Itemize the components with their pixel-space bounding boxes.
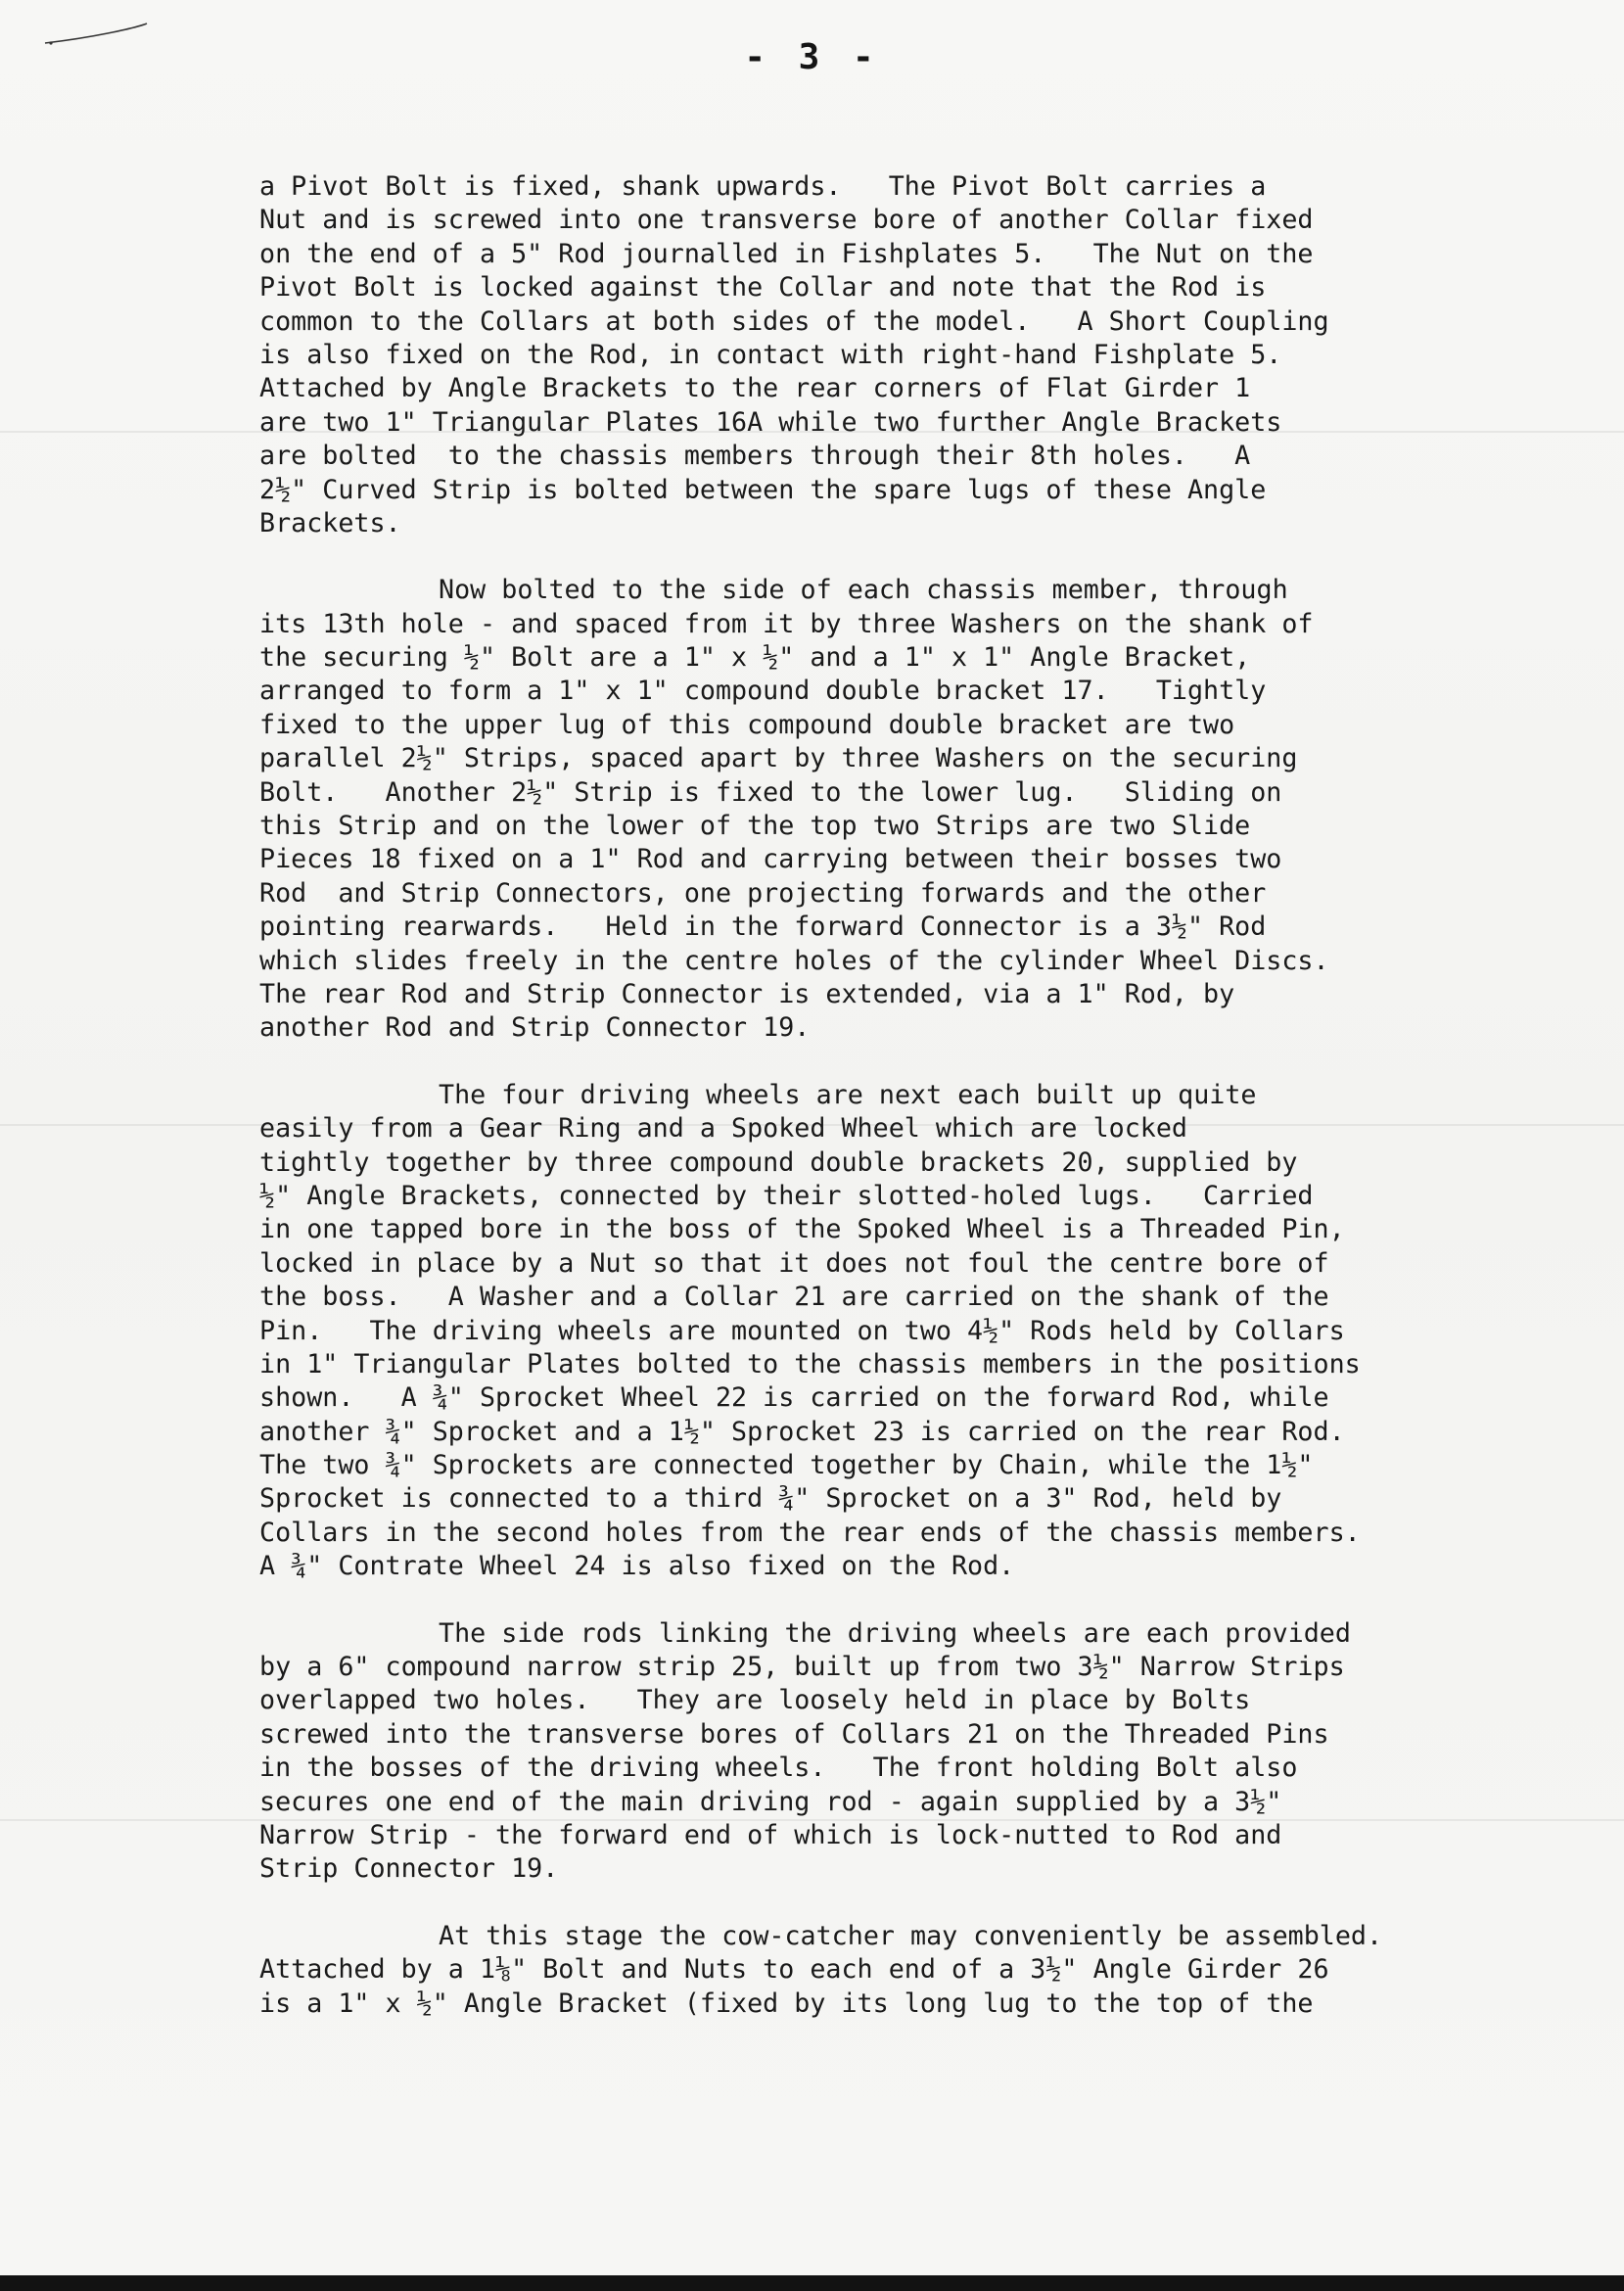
text-line: parallel 2½" Strips, spaced apart by three Washers on the securing (259, 743, 1298, 774)
text-line: are two 1" Triangular Plates 16A while two further Angle Brackets (259, 406, 1282, 438)
text-line: Pin. The driving wheels are mounted on two 4½" Rods held by Collars (259, 1315, 1345, 1346)
paragraph (259, 1920, 1434, 2021)
text-line: another Rod and Strip Connector 19. (259, 1012, 811, 1044)
text-line: the securing ½" Bolt are a 1" x ½" and a 1" x 1" Angle Bracket, (259, 642, 1251, 674)
text-line: tightly together by three compound double brackets 20, supplied by (259, 1146, 1298, 1178)
text-line: in 1" Triangular Plates bolted to the chassis members in the positions (259, 1348, 1361, 1379)
text-line: this Strip and on the lower of the top two Strips are two Slide (259, 811, 1251, 842)
text-line: arranged to form a 1" x 1" compound double bracket 17. Tightly (259, 676, 1267, 707)
text-line: by a 6" compound narrow strip 25, built up from two 3½" Narrow Strips (259, 1652, 1345, 1683)
text-line: Attached by Angle Brackets to the rear corners of Flat Girder 1 (259, 373, 1251, 404)
text-line: A ¾" Contrate Wheel 24 is also fixed on the Rod. (259, 1551, 1015, 1582)
text-line: Now bolted to the side of each chassis member, through (439, 575, 1288, 606)
text-line: in one tapped bore in the boss of the Spoked Wheel is a Threaded Pin, (259, 1214, 1345, 1245)
text-line: common to the Collars at both sides of the model. A Short Coupling (259, 305, 1329, 337)
paragraph (259, 170, 1434, 540)
text-line: overlapped two holes. They are loosely held in place by Bolts (259, 1685, 1251, 1716)
text-line: a Pivot Bolt is fixed, shank upwards. The Pivot Bolt carries a (259, 171, 1267, 202)
document-body (259, 170, 1434, 2021)
text-line: Pieces 18 fixed on a 1" Rod and carrying between their bosses two (259, 844, 1282, 875)
text-line: Bolt. Another 2½" Strip is fixed to the lower lug. Sliding on (259, 776, 1282, 808)
text-line: The side rods linking the driving wheels are each provided (439, 1617, 1351, 1649)
text-line: Sprocket is connected to a third ¾" Sprocket on a 3" Rod, held by (259, 1483, 1282, 1515)
text-line: is also fixed on the Rod, in contact with right-hand Fishplate 5. (259, 339, 1282, 370)
text-line: another ¾" Sprocket and a 1½" Sprocket 23 is carried on the rear Rod. (259, 1416, 1345, 1447)
text-line: the boss. A Washer and a Collar 21 are carried on the shank of the (259, 1282, 1329, 1313)
text-line: At this stage the cow-catcher may conveniently be assembled. (439, 1920, 1383, 1951)
text-line: is a 1" x ½" Angle Bracket (fixed by its long lug to the top of the (259, 1987, 1314, 2019)
text-line: shown. A ¾" Sprocket Wheel 22 is carried on the forward Rod, while (259, 1382, 1329, 1414)
text-line: Pivot Bolt is locked against the Collar and note that the Rod is (259, 272, 1267, 304)
text-line: screwed into the transverse bores of Collars 21 on the Threaded Pins (259, 1718, 1329, 1750)
text-line: are bolted to the chassis members through their 8th holes. A (259, 441, 1251, 472)
paragraph (259, 1617, 1434, 1887)
text-line: secures one end of the main driving rod - again supplied by a 3½" (259, 1786, 1282, 1817)
text-line: Rod and Strip Connectors, one projecting forwards and the other (259, 877, 1267, 909)
text-line: 2½" Curved Strip is bolted between the spare lugs of these Angle (259, 474, 1267, 505)
text-line: which slides freely in the centre holes of the cylinder Wheel Discs. (259, 945, 1329, 976)
text-line: on the end of a 5" Rod journalled in Fishplates 5. The Nut on the (259, 238, 1314, 269)
text-line: The four driving wheels are next each built up quite (439, 1079, 1257, 1110)
text-line: its 13th hole - and spaced from it by three Washers on the shank of (259, 608, 1314, 639)
text-line: Strip Connector 19. (259, 1853, 559, 1885)
paragraph (259, 574, 1434, 1045)
text-line: The two ¾" Sprockets are connected together by Chain, while the 1½" (259, 1450, 1314, 1481)
page-number: - 3 - (744, 37, 880, 77)
text-line: locked in place by a Nut so that it does not foul the centre bore of (259, 1247, 1329, 1279)
text-line: Collars in the second holes from the rear ends of the chassis members. (259, 1517, 1361, 1548)
text-line: Nut and is screwed into one transverse bore of another Collar fixed (259, 205, 1314, 236)
text-line: fixed to the upper lug of this compound double bracket are two (259, 709, 1235, 740)
scan-border (0, 2275, 1624, 2291)
text-line: pointing rearwards. Held in the forward Connector is a 3½" Rod (259, 912, 1267, 943)
text-line: Attached by a 1⅛" Bolt and Nuts to each end of a 3½" Angle Girder 26 (259, 1954, 1329, 1986)
text-line: in the bosses of the driving wheels. The front holding Bolt also (259, 1753, 1298, 1784)
paragraph (259, 1079, 1434, 1584)
text-line: Narrow Strip - the forward end of which is lock-nutted to Rod and (259, 1819, 1282, 1850)
text-line: easily from a Gear Ring and a Spoked Wheel which are locked (259, 1113, 1187, 1145)
text-line: ½" Angle Brackets, connected by their slotted-holed lugs. Carried (259, 1180, 1314, 1211)
text-line: The rear Rod and Strip Connector is extended, via a 1" Rod, by (259, 978, 1235, 1009)
text-line: Brackets. (259, 507, 401, 538)
